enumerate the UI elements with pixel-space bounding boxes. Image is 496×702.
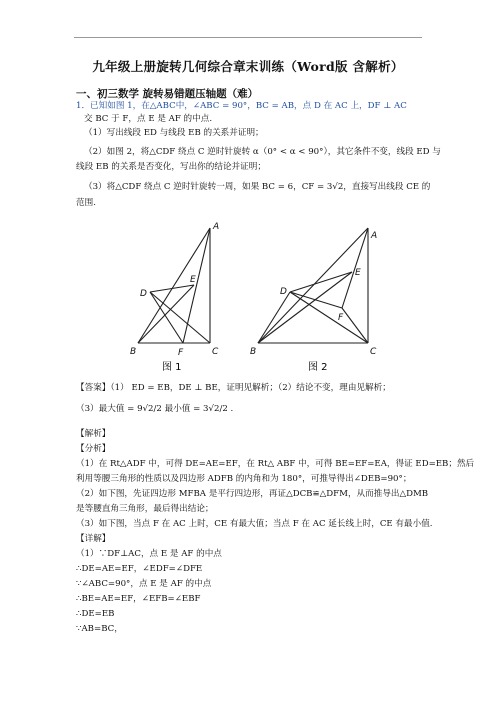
detail-line-6: ∵AB=BC， — [76, 624, 123, 634]
problem-line-2: 交 BC 于 F，点 E 是 AF 的中点. — [84, 114, 213, 124]
fig2-label-e: E — [355, 268, 361, 278]
fig2-label-f: F — [338, 313, 344, 323]
analysis-line-1: （1）在 Rt△ADF 中，可得 DE=AE=EF，在 Rt△ ABF 中，可得 BE=EF=EA，得证 ED=EB；然后 — [76, 459, 475, 469]
fig2-label-c: C — [370, 347, 377, 357]
section-heading: 一、初三数学 旋转易错题压轴题（难） — [76, 88, 259, 100]
analysis-heading: 【解析】 — [76, 429, 111, 439]
answer-line-2: （3）最大值 = 9√2/2 最小值 = 3√2/2 . — [76, 404, 234, 414]
problem-line-6: （3）将△CDF 绕点 C 逆时针旋转一周，如果 BC = 6，CF = 3√2，直接写出线段 CE 的 — [84, 182, 431, 192]
fig1-label-a: A — [213, 222, 220, 232]
fig2-label-d: D — [280, 287, 287, 297]
detail-heading: 【详解】 — [76, 534, 111, 544]
detail-line-3: ∵∠ABC=90°，点 E 是 AF 的中点 — [76, 579, 212, 589]
fig2-label-b: B — [250, 347, 257, 357]
problem-line-5: 线段 EB 的关系是否变化，写出你的结论并证明； — [76, 162, 266, 172]
detail-line-1: （1）∵DF⊥AC，点 E 是 AF 的中点 — [76, 549, 222, 559]
fig1-label-e: E — [190, 275, 196, 285]
analysis-line-2: 利用等腰三角形的性质以及四边形 ADFB 的内角和为 180°，可推导得出∠DEB=90°； — [76, 474, 412, 484]
problem-line-4: （2）如图 2，将△CDF 绕点 C 逆时针旋转 α（0° < α < 90°），其它条件不变，线段 ED 与 — [84, 147, 441, 157]
problem-line-1: 1．已知如图 1，在△ABC中，∠ABC = 90°，BC = AB，点 D 在 AC 上，DF ⊥ AC — [76, 101, 407, 111]
figure-1 — [138, 228, 210, 343]
detail-line-5: ∴DE=EB — [76, 609, 115, 619]
problem-line-7: 范围. — [76, 198, 96, 208]
fig1-label-f: F — [178, 348, 184, 358]
fig2-caption: 图 2 — [308, 362, 328, 372]
header-rule — [74, 37, 422, 38]
figure-2 — [258, 228, 368, 343]
problem-line-3: （1）写出线段 ED 与线段 EB 的关系并证明； — [84, 128, 264, 138]
analysis-line-3: （2）如下图，先证四边形 MFBA 是平行四边形，再证△DCB≌△DFM，从而推导出△DMB — [76, 489, 429, 499]
fig1-label-c: C — [212, 347, 219, 357]
detail-line-4: ∴BE=AE=EF，∠EFB=∠EBF — [76, 594, 201, 604]
detail-line-2: ∴DE=AE=EF，∠EDF=∠DFE — [76, 564, 203, 574]
fig1-caption: 图 1 — [162, 362, 182, 372]
analysis-line-5: （3）如下图，当点 F 在 AC 上时，CE 有最大值；当点 F 在 AC 延长线上时，CE 有最小值. — [76, 519, 433, 529]
fig2-label-a: A — [371, 231, 378, 241]
fig1-label-d: D — [140, 289, 147, 299]
geometry-figures — [130, 212, 392, 372]
answer-line-1: 【答案】（1） ED = EB，DE ⊥ BE，证明见解析；（2）结论不变，理由见解析； — [76, 383, 391, 393]
fenxi-heading: 【分析】 — [76, 444, 111, 454]
figure-2-labels — [250, 231, 377, 357]
document-title: 九年级上册旋转几何综合章末训练（Word版 含解析） — [92, 59, 404, 74]
analysis-line-4: 是等腰直角三角形，最后得出结论； — [76, 504, 214, 514]
fig1-label-b: B — [130, 347, 137, 357]
